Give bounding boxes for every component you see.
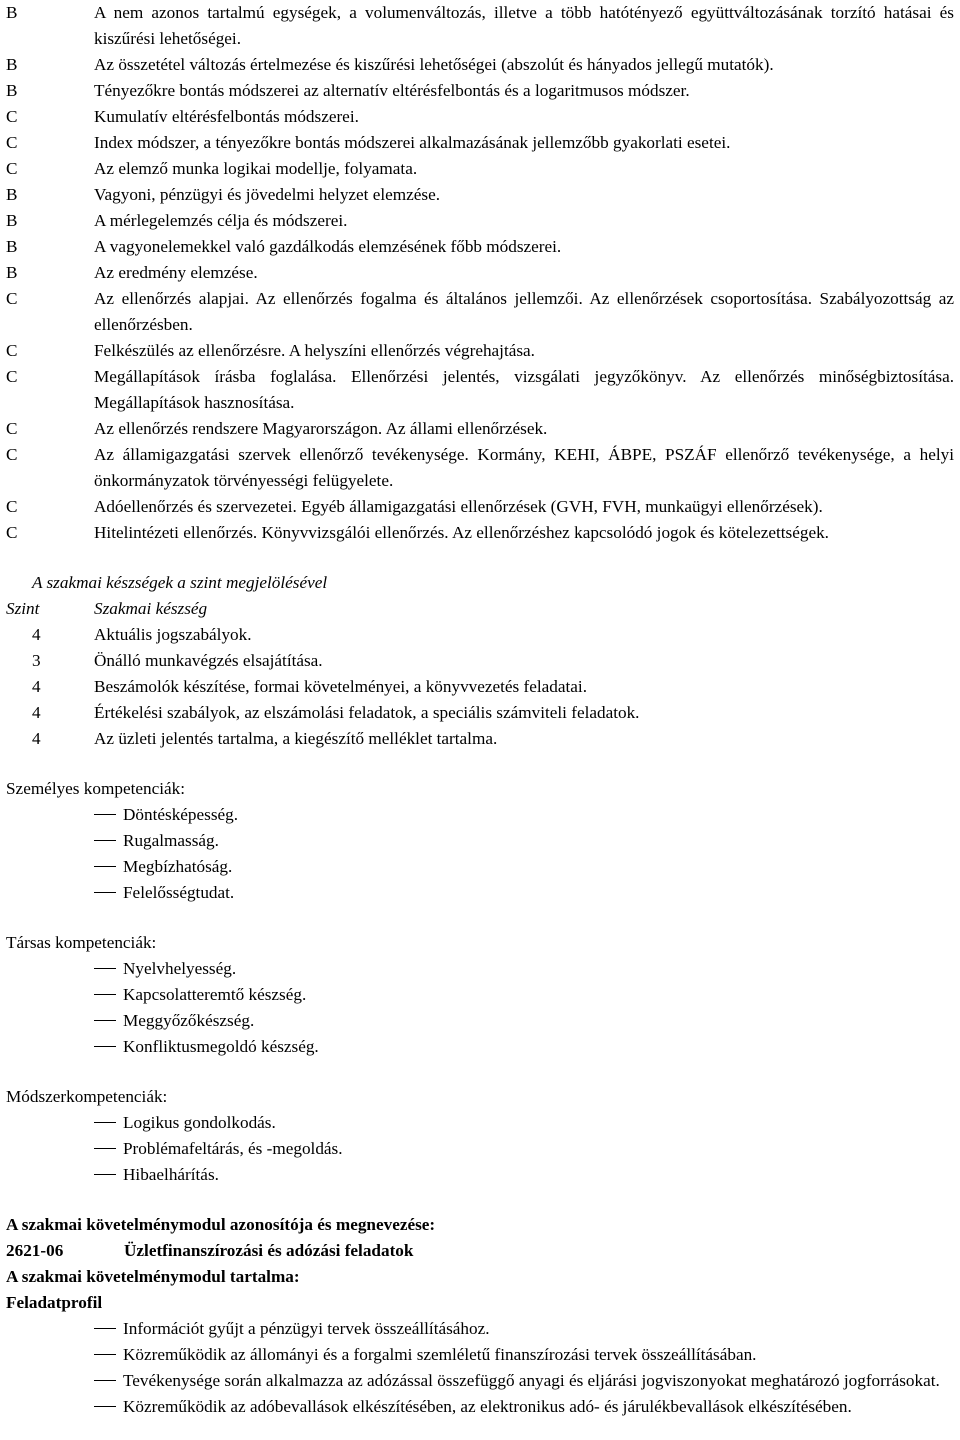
topic-level: C xyxy=(6,133,18,152)
dash-bullet-icon xyxy=(94,854,123,880)
topic-row xyxy=(6,130,954,156)
topic-row xyxy=(6,338,954,364)
topic-level: C xyxy=(6,523,18,542)
list-item xyxy=(6,828,954,854)
topic-row xyxy=(6,416,954,442)
list-item-text: Közreműködik az állományi és a forgalmi szemléletű finanszírozási tervek összeállításában. xyxy=(123,1345,757,1364)
topic-text: Index módszer, a tényezőkre bontás módszerei alkalmazásának jellemzőbb gyakorlati esetei. xyxy=(94,133,731,152)
module-content-heading: A szakmai követelménymodul tartalma: xyxy=(6,1267,300,1286)
topic-text: A mérlegelemzés célja és módszerei. xyxy=(94,211,348,230)
dash-bullet-icon xyxy=(94,880,123,906)
list-item xyxy=(6,854,954,880)
topic-level: C xyxy=(6,107,18,126)
dash-bullet-icon xyxy=(94,828,123,854)
topic-text: Vagyoni, pénzügyi és jövedelmi helyzet elemzése. xyxy=(94,185,441,204)
module-section xyxy=(6,1212,954,1420)
skill-text: Az üzleti jelentés tartalma, a kiegészítő melléklet tartalma. xyxy=(94,729,498,748)
list-item xyxy=(6,956,954,982)
module-title-row xyxy=(6,1238,954,1264)
module-code: 2621-06 xyxy=(6,1241,64,1260)
method-competencies xyxy=(6,1084,954,1188)
dash-bullet-icon xyxy=(94,1110,123,1136)
topic-row xyxy=(6,234,954,260)
topic-level: B xyxy=(6,185,18,204)
topic-level: B xyxy=(6,55,18,74)
list-item xyxy=(6,1034,954,1060)
list-item xyxy=(6,1342,954,1368)
spacer xyxy=(6,546,954,570)
dash-bullet-icon xyxy=(94,802,123,828)
dash-bullet-icon xyxy=(94,1394,123,1420)
topic-text: Megállapítások írásba foglalása. Ellenőrzési jelentés, vizsgálati jegyzőkönyv. Az ellenőrzés minőségbiztosítása. Megállapítások hasznosítása. xyxy=(94,367,954,412)
list-item xyxy=(6,880,954,906)
topic-level: B xyxy=(6,81,18,100)
list-item-text: Információt gyűjt a pénzügyi tervek összeállításához. xyxy=(123,1319,490,1338)
topic-level: C xyxy=(6,419,18,438)
topic-text: Adóellenőrzés és szervezetei. Egyéb államigazgatási ellenőrzések (GVH, FVH, munkaügyi ellenőrzések). xyxy=(94,497,823,516)
list-item xyxy=(6,1136,954,1162)
topic-row xyxy=(6,0,954,52)
topic-row xyxy=(6,78,954,104)
spacer xyxy=(6,1060,954,1084)
topic-text: Hitelintézeti ellenőrzés. Könyvvizsgálói ellenőrzés. Az ellenőrzéshez kapcsolódó jogok és kötelezettségek. xyxy=(94,523,829,542)
topic-text: Az ellenőrzés rendszere Magyarországon. Az állami ellenőrzések. xyxy=(94,419,548,438)
topic-level: B xyxy=(6,3,18,22)
skill-text: Beszámolók készítése, formai követelményei, a könyvvezetés feladatai. xyxy=(94,677,587,696)
list-item xyxy=(6,1394,954,1420)
skills-row xyxy=(6,648,954,674)
topic-text: A vagyonelemekkel való gazdálkodás elemzésének főbb módszerei. xyxy=(94,237,562,256)
list-item xyxy=(6,1368,954,1394)
skill-level: 4 xyxy=(32,703,41,722)
spacer xyxy=(6,906,954,930)
task-list xyxy=(6,1316,954,1420)
list-item xyxy=(6,1110,954,1136)
list-item-text: Döntésképesség. xyxy=(123,805,239,824)
topic-row xyxy=(6,364,954,416)
profile-heading: Feladatprofil xyxy=(6,1293,103,1312)
skills-row xyxy=(6,622,954,648)
skills-row xyxy=(6,726,954,752)
topic-level: B xyxy=(6,237,18,256)
topic-text: Felkészülés az ellenőrzésre. A helyszíni ellenőrzés végrehajtása. xyxy=(94,341,535,360)
dash-bullet-icon xyxy=(94,982,123,1008)
dash-bullet-icon xyxy=(94,1342,123,1368)
topic-row xyxy=(6,182,954,208)
topic-level: C xyxy=(6,367,18,386)
module-name: Üzletfinanszírozási és adózási feladatok xyxy=(124,1241,414,1260)
skill-text: Aktuális jogszabályok. xyxy=(94,625,252,644)
topic-text: A nem azonos tartalmú egységek, a volumenváltozás, illetve a több hatótényező együttváltozásának torzító hatásai és kiszűrési lehetőségei. xyxy=(94,3,954,48)
topic-row xyxy=(6,208,954,234)
topic-row xyxy=(6,520,954,546)
skills-col-level: Szint xyxy=(6,599,40,618)
topic-text: Az elemző munka logikai modellje, folyamata. xyxy=(94,159,418,178)
list-item-text: Kapcsolatteremtő készség. xyxy=(123,985,307,1004)
topic-level: C xyxy=(6,159,18,178)
topic-text: Az eredmény elemzése. xyxy=(94,263,258,282)
list-item-text: Felelősségtudat. xyxy=(123,883,235,902)
social-list xyxy=(6,956,954,1060)
list-item-text: Logikus gondolkodás. xyxy=(123,1113,276,1132)
topic-row xyxy=(6,260,954,286)
list-item-text: Konfliktusmegoldó készség. xyxy=(123,1037,319,1056)
personal-heading: Személyes kompetenciák: xyxy=(6,779,185,798)
topic-level: B xyxy=(6,263,18,282)
list-item xyxy=(6,1162,954,1188)
method-heading: Módszerkompetenciák: xyxy=(6,1087,168,1106)
list-item-text: Megbízhatóság. xyxy=(123,857,233,876)
skill-level: 3 xyxy=(32,651,41,670)
spacer xyxy=(6,752,954,776)
dash-bullet-icon xyxy=(94,1008,123,1034)
topic-level: C xyxy=(6,341,18,360)
topic-level: C xyxy=(6,289,18,308)
list-item-text: Meggyőzőkészség. xyxy=(123,1011,255,1030)
skill-text: Értékelési szabályok, az elszámolási feladatok, a speciális számviteli feladatok. xyxy=(94,703,640,722)
dash-bullet-icon xyxy=(94,1368,123,1394)
topic-row xyxy=(6,442,954,494)
skill-level: 4 xyxy=(32,729,41,748)
list-item xyxy=(6,1316,954,1342)
skills-row xyxy=(6,674,954,700)
list-item-text: Hibaelhárítás. xyxy=(123,1165,219,1184)
dash-bullet-icon xyxy=(94,1316,123,1342)
topic-level: C xyxy=(6,497,18,516)
topic-text: Az államigazgatási szervek ellenőrző tevékenysége. Kormány, KEHI, ÁBPE, PSZÁF ellenőrző tevékenysége, a helyi önkormányzatok törvényességi felügyelete. xyxy=(94,445,954,490)
personal-list xyxy=(6,802,954,906)
topic-row xyxy=(6,286,954,338)
topic-text: Az ellenőrzés alapjai. Az ellenőrzés fogalma és általános jellemzői. Az ellenőrzések csoportosítása. Szabályozottság az ellenőrzésben. xyxy=(94,289,954,334)
list-item xyxy=(6,982,954,1008)
topic-level: B xyxy=(6,211,18,230)
list-item xyxy=(6,802,954,828)
skills-row xyxy=(6,700,954,726)
skill-text: Önálló munkavégzés elsajátítása. xyxy=(94,651,323,670)
dash-bullet-icon xyxy=(94,956,123,982)
skills-heading: A szakmai készségek a szint megjelölésével xyxy=(32,573,328,592)
skill-level: 4 xyxy=(32,625,41,644)
topic-row xyxy=(6,52,954,78)
list-item-text: Rugalmasság. xyxy=(123,831,219,850)
list-item-text: Problémafeltárás, és -megoldás. xyxy=(123,1139,343,1158)
method-list xyxy=(6,1110,954,1188)
topic-text: Az összetétel változás értelmezése és kiszűrési lehetőségei (abszolút és hányados jellegű mutatók). xyxy=(94,55,774,74)
topic-list xyxy=(6,0,954,546)
list-item-text: Tevékenysége során alkalmazza az adózással összefüggő anyagi és eljárási jogviszonyokat meghatározó jogforrásokat. xyxy=(123,1371,940,1390)
list-item xyxy=(6,1008,954,1034)
skills-col-skill: Szakmai készség xyxy=(94,599,208,618)
skills-header-row xyxy=(6,596,954,622)
spacer xyxy=(6,1188,954,1212)
topic-text: Kumulatív eltérésfelbontás módszerei. xyxy=(94,107,359,126)
topic-row xyxy=(6,156,954,182)
topic-level: C xyxy=(6,445,18,464)
dash-bullet-icon xyxy=(94,1136,123,1162)
dash-bullet-icon xyxy=(94,1162,123,1188)
list-item-text: Közreműködik az adóbevallások elkészítésében, az elektronikus adó- és járulékbevallások elkészítésében. xyxy=(123,1397,852,1416)
dash-bullet-icon xyxy=(94,1034,123,1060)
social-heading: Társas kompetenciák: xyxy=(6,933,157,952)
list-item-text: Nyelvhelyesség. xyxy=(123,959,237,978)
topic-row xyxy=(6,494,954,520)
skill-level: 4 xyxy=(32,677,41,696)
social-competencies xyxy=(6,930,954,1060)
topic-row xyxy=(6,104,954,130)
skills-section xyxy=(6,570,954,752)
topic-text: Tényezőkre bontás módszerei az alternatív eltérésfelbontás és a logaritmusos módszer. xyxy=(94,81,690,100)
module-id-heading: A szakmai követelménymodul azonosítója és megnevezése: xyxy=(6,1215,436,1234)
personal-competencies xyxy=(6,776,954,906)
